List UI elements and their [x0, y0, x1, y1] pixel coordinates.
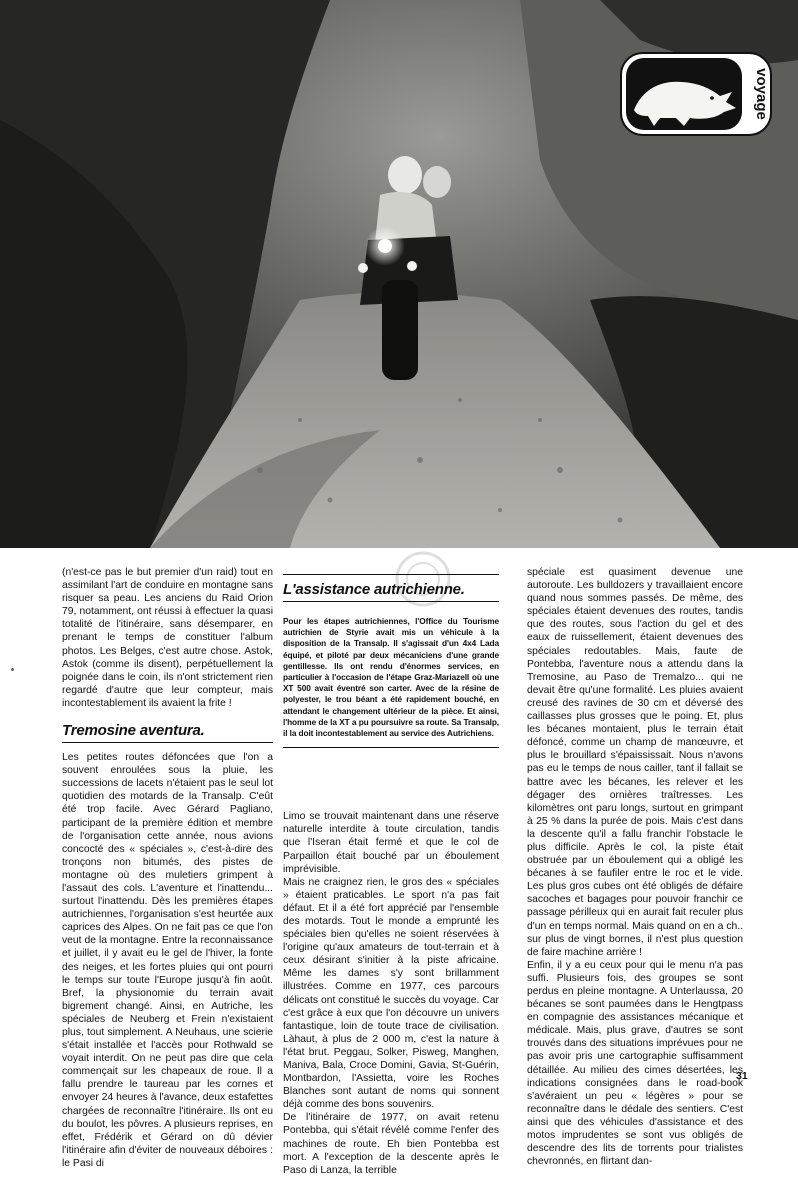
hero-photo	[0, 0, 798, 548]
col3-paragraph-1: spéciale est quasiment devenue une autoroute. Les bulldozers y travaillaient encore quand nous sommes passés. De même, des spéciales étaient devenues des routes, tandis que des routes, sous l'action du gel et des eaux de ruissellement, étaient devenues des spéciales redoutables. Mais, faute de Pontebba, l'aventure nous a attendu dans la Tremosine, au Paso de Tremalzo... qui ne devait être qu'une formalité. Les pluies avaient creusé des ravines de 30 cm et déversé des caillasses plus grosses que le poing. Et, plus les bécanes montaient, plus le terrain était défoncé, comme un champ de manœuvre, et plus le brouillard s'épaississait. Nous n'avons pas eu le temps de nous cailler, tant il fallait se battre avec les bécanes, les relever et les dégager des ornières traîtresses. Les kilomètres ont paru longs, surtout en grimpant à 25 % dans la purée de pois. Mais c'est dans la descente qu'il a fallu franchir l'obstacle le plus difficile. Après le col, la piste était obstruée par un éboulement qui a obligé les bécanes à se faufiler entre le roc et le vide. Les plus gros cubes ont été obligés de défaire sacoches et bagages pour pouvoir franchir ce passage périlleux qui en aurait fait reculer plus d'un en temps normal. Mais quand on en a ch.. sur plus de vingt bornes, il n'est plus question de faire machine arrière !	[527, 567, 743, 958]
col3-paragraph-2: Enfin, il y a eu ceux pour qui le menu n'a pas suffi. Plusieurs fois, des groupes se sont perdus en pleine montagne. A Unterlaussa, 20 bécanes se sont paumées dans le Hengtpass en compagnie des assistances mécanique et médicale. Mais, plus grave, d'autres se sont trouvés dans des situations imprévues pour ne pas avoir pris une cartographie suffisamment détaillée. Au milieu des cimes désertées, les indications consignées dans le road-book s'avéraient un peu « légères » pour se reconnaître dans le dédale des sentiers. C'est ainsi que des véhicules d'assistance et des motos imprudentes se sont vus obligés de descendre des lits de torrents pour trialistes chevronnés, en flirtant dan-	[527, 959, 743, 1168]
col2-paragraph-1: Limo se trouvait maintenant dans une réserve naturelle interdite à toute circulation, tandis que l'Iseran était fermé et que le col de Parpaillon était bouché par un éboulement imprévisible.	[283, 811, 499, 875]
page-dot	[11, 668, 14, 671]
column-1	[62, 566, 273, 1170]
column-2	[283, 566, 499, 1177]
col1-paragraph-1: (n'est-ce pas le but premier d'un raid) tout en assimilant l'art de conduire en montagne sans risquer sa peau. Les anciens du Raid Orion 79, notamment, ont réussi à effectuer la quasi totalité de l'itinéraire, sans désemparer, en prenant le temps de constituer l'album photos. Les Belges, c'est autre chose. Astok, Astok (comme ils disent), perpétuellement la poignée dans le coin, ils n'ont strictement rien regardé d'autre que leur compteur, mais incontestablement ils avaient la frite !	[62, 567, 273, 709]
sidebar-box-assistance: Pour les étapes autrichiennes, l'Office du Tourisme autrichien de Styrie avait mis un véhicule à la disposition de la Transalp. Il s'agissait d'un 4x4 Lada équipé, et piloté par deux mécaniciens d'une grande gentillesse. Ils ont rendu d'énormes services, en particulier à l'occasion de l'étape Graz-Mariazell où une XT 500 avait éventré son carter. Avec de la résine de polyester, le trou béant a été rapidement bouché, en attendant le changement ultérieur de la pièce. Et ainsi, l'homme de la XT a pu poursuivre sa route. Sa Transalp, il la doit incontestablement au service des Autrichiens.	[283, 616, 499, 748]
page-number: 31	[736, 1070, 748, 1082]
section-heading-tremosine: Tremosine aventura.	[62, 722, 273, 743]
column-3	[527, 566, 743, 1168]
col2-paragraph-3: De l'itinéraire de 1977, on avait retenu Pontebba, qui s'était révélé comme l'enfer des machines de route. Eh bien Pontebba est mort. A l'exception de la descente après le Paso di Lanza, la terrible	[283, 1112, 499, 1176]
rhinoceros-logo-icon	[620, 52, 772, 136]
section-heading-assistance: L'assistance autrichienne.	[283, 574, 499, 602]
logo-text: voyage	[753, 68, 770, 120]
col2-paragraph-2: Mais ne craignez rien, le gros des « spéciales » étaient praticables. Le sport n'a pas fait défaut. Et il a été fort apprécié par l'ensemble des motards. Tout le monde a emprunté les spéciales bien qu'elles ne soient réservées à l'origine qu'aux amateurs de tout-terrain et à ceux désirant s'initier à la piste africaine. Même les dames s'y sont brillamment illustrées. Comme en 1977, ces parcours délicats ont constitué le succès du voyage. Car c'est grâce à eux que l'on découvre un univers fantastique, loin de toute trace de civilisation. Làhaut, à plus de 2 000 m, c'est la nature à l'état brut. Peggau, Solker, Pisweg, Manghen, Maniva, Bala, Croce Domini, Gavia, St-Guérin, Montbardon, l'Assietta, voire les Roches Blanches sont autant de noms qui sonnent déjà comme des bons souvenirs.	[283, 876, 499, 1111]
col1-paragraph-2: Les petites routes défoncées que l'on a souvent enroulées sous la pluie, les successions de lacets n'étaient pas le seul lot quotidien des motards de la Transalp. C'eût été trop facile. Avec Gérard Pagliano, participant de la première édition et membre de l'organisation cette année, nous avions concocté des « spéciales », c'est-à-dire des tronçons non bitumés, des pistes de montagne où des muletiers grimpent à l'assaut des cols. L'aventure et l'inattendu... surtout l'inattendu. Dès les premières étapes autrichiennes, l'organisation s'est heurtée aux caprices des Alpes. On ne fait pas ce que l'on veut de la montagne. Entre la reconnaissance et juillet, il y avait eu le gel de l'hiver, la fonte des neiges, et les fortes pluies qui ont pourri le temps sur toute l'Europe jusqu'à fin août. Bref, la physionomie du terrain avait bigrement changé. Ainsi, en Autriche, les spéciales de Neuberg et Frein n'existaient plus, tout simplement. A Neuhaus, une scierie s'était installée et l'accès pour Rothwald se voyait interdit. On ne peut pas dire que cela commençait sur les chapeaux de roue. Il a fallu prendre le taureau par les cornes et envoyer 24 heures à l'avance, deux estafettes chargées de reconnaître l'itinéraire. Ils ont eu du boulot, les pôvres. A plusieurs reprises, en effet, Frédérik et Gérard on dû dévier l'itinéraire afin d'éviter de nouveaux déboires : le Pasi di	[62, 752, 273, 1169]
